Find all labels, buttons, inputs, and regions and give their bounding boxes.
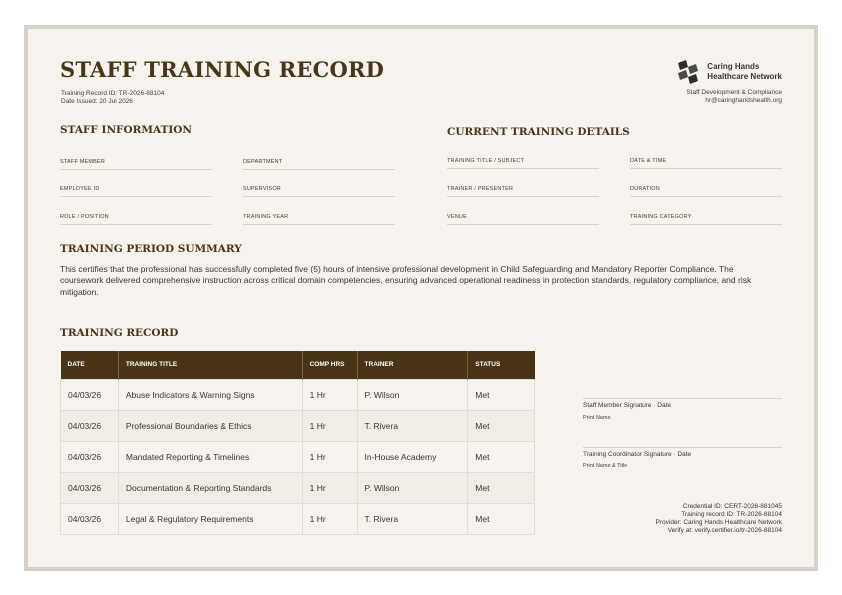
cell-training-title: Documentation & Reporting Standards — [118, 472, 302, 503]
coordinator-print-name-label: Print Name & Title — [583, 463, 628, 469]
cell-status: Met — [468, 379, 535, 410]
cell-training-title: Legal & Regulatory Requirements — [118, 503, 302, 534]
cell-training-title: Abuse Indicators & Warning Signs — [118, 379, 302, 410]
cell-date: 04/03/26 — [61, 379, 119, 410]
venue-field[interactable]: VENUE — [447, 205, 599, 225]
duration-field[interactable]: DURATION — [630, 177, 782, 197]
cell-trainer: In-House Academy — [357, 441, 468, 472]
training-period-summary-heading: TRAINING PERIOD SUMMARY — [60, 243, 242, 255]
credential-record-id: Training record ID: TR-2026-88104 — [681, 511, 782, 518]
training-title-field[interactable]: TRAINING TITLE / SUBJECT — [447, 149, 599, 169]
credential-verify-link[interactable]: Verify at: verify.certifier.io/tr-2026-88104 — [667, 527, 782, 534]
training-record-heading: TRAINING RECORD — [60, 327, 179, 339]
cell-trainer: T. Rivera — [357, 410, 468, 441]
table-row — [61, 441, 535, 472]
page-title: STAFF TRAINING RECORD — [60, 57, 385, 82]
credential-provider: Provider: Caring Hands Healthcare Network — [655, 519, 782, 526]
credential-block — [656, 503, 782, 535]
cell-training-title: Mandated Reporting & Timelines — [118, 441, 302, 472]
staff-member-field[interactable]: STAFF MEMBER — [60, 150, 212, 170]
cell-comp-hrs: 1 Hr — [302, 503, 357, 534]
organization-block — [675, 59, 782, 105]
cell-training-title: Professional Boundaries & Ethics — [118, 410, 302, 441]
cell-comp-hrs: 1 Hr — [302, 441, 357, 472]
date-issued: Date Issued: 20 Jul 2026 — [61, 98, 133, 105]
staff-signature-line[interactable] — [583, 398, 782, 399]
organization-name: Caring Hands Healthcare Network — [707, 62, 782, 81]
cell-date: 04/03/26 — [61, 503, 119, 534]
employee-id-field[interactable]: EMPLOYEE ID — [60, 177, 212, 197]
cell-status: Met — [468, 472, 535, 503]
cell-date: 04/03/26 — [61, 472, 119, 503]
credential-id: Credential ID: CERT-2026-881045 — [682, 503, 782, 510]
role-position-field[interactable]: ROLE / POSITION — [60, 205, 212, 225]
training-year-field[interactable]: TRAINING YEAR — [243, 205, 395, 225]
department-field[interactable]: DEPARTMENT — [243, 150, 395, 170]
cell-trainer: T. Rivera — [357, 503, 468, 534]
current-training-details-heading: CURRENT TRAINING DETAILS — [447, 126, 630, 138]
trainer-presenter-field[interactable]: TRAINER / PRESENTER — [447, 177, 599, 197]
cell-status: Met — [468, 441, 535, 472]
staff-signature-label: Staff Member Signature · Date — [583, 402, 672, 409]
organization-department: Staff Development & Compliance — [686, 89, 782, 96]
supervisor-field[interactable]: SUPERVISOR — [243, 177, 395, 197]
table-row — [61, 503, 535, 534]
cell-status: Met — [468, 410, 535, 441]
column-header-trainer: TRAINER — [357, 351, 468, 379]
table-row — [61, 472, 535, 503]
cell-comp-hrs: 1 Hr — [302, 410, 357, 441]
column-header-training-title: TRAINING TITLE — [118, 351, 302, 379]
coordinator-signature-line[interactable] — [583, 447, 782, 448]
cell-comp-hrs: 1 Hr — [302, 379, 357, 410]
column-header-status: STATUS — [468, 351, 535, 379]
cell-date: 04/03/26 — [61, 441, 119, 472]
training-record-table — [60, 351, 535, 535]
column-header-comp-hrs: COMP HRS — [302, 351, 357, 379]
column-header-date: DATE — [61, 351, 119, 379]
date-time-field[interactable]: DATE & TIME — [630, 149, 782, 169]
training-summary-text: This certifies that the professional has successfully completed five (5) hours of intensive professional development in Child Safeguarding and Mandatory Reporter Compliance. The coursework delivered comprehensive instruction across critical domain competencies, ensuring advanced operational readiness in protection standards, regulatory compliance, and risk mitigation. — [60, 264, 752, 297]
staff-print-name-label: Print Name — [583, 415, 611, 421]
cell-status: Met — [468, 503, 535, 534]
cell-trainer: P. Wilson — [357, 379, 468, 410]
record-id: Training Record ID: TR-2026-88104 — [61, 90, 165, 97]
coordinator-signature-label: Training Coordinator Signature · Date — [583, 451, 692, 458]
organization-email: hr@caringhandshealth.org — [705, 97, 782, 104]
cell-comp-hrs: 1 Hr — [302, 472, 357, 503]
table-row — [61, 379, 535, 410]
leaf-cross-logo-icon — [675, 59, 701, 85]
training-category-field[interactable]: TRAINING CATEGORY — [630, 205, 782, 225]
table-header-row — [61, 351, 535, 379]
staff-information-heading: STAFF INFORMATION — [60, 124, 193, 136]
table-row — [61, 410, 535, 441]
cell-date: 04/03/26 — [61, 410, 119, 441]
cell-trainer: P. Wilson — [357, 472, 468, 503]
